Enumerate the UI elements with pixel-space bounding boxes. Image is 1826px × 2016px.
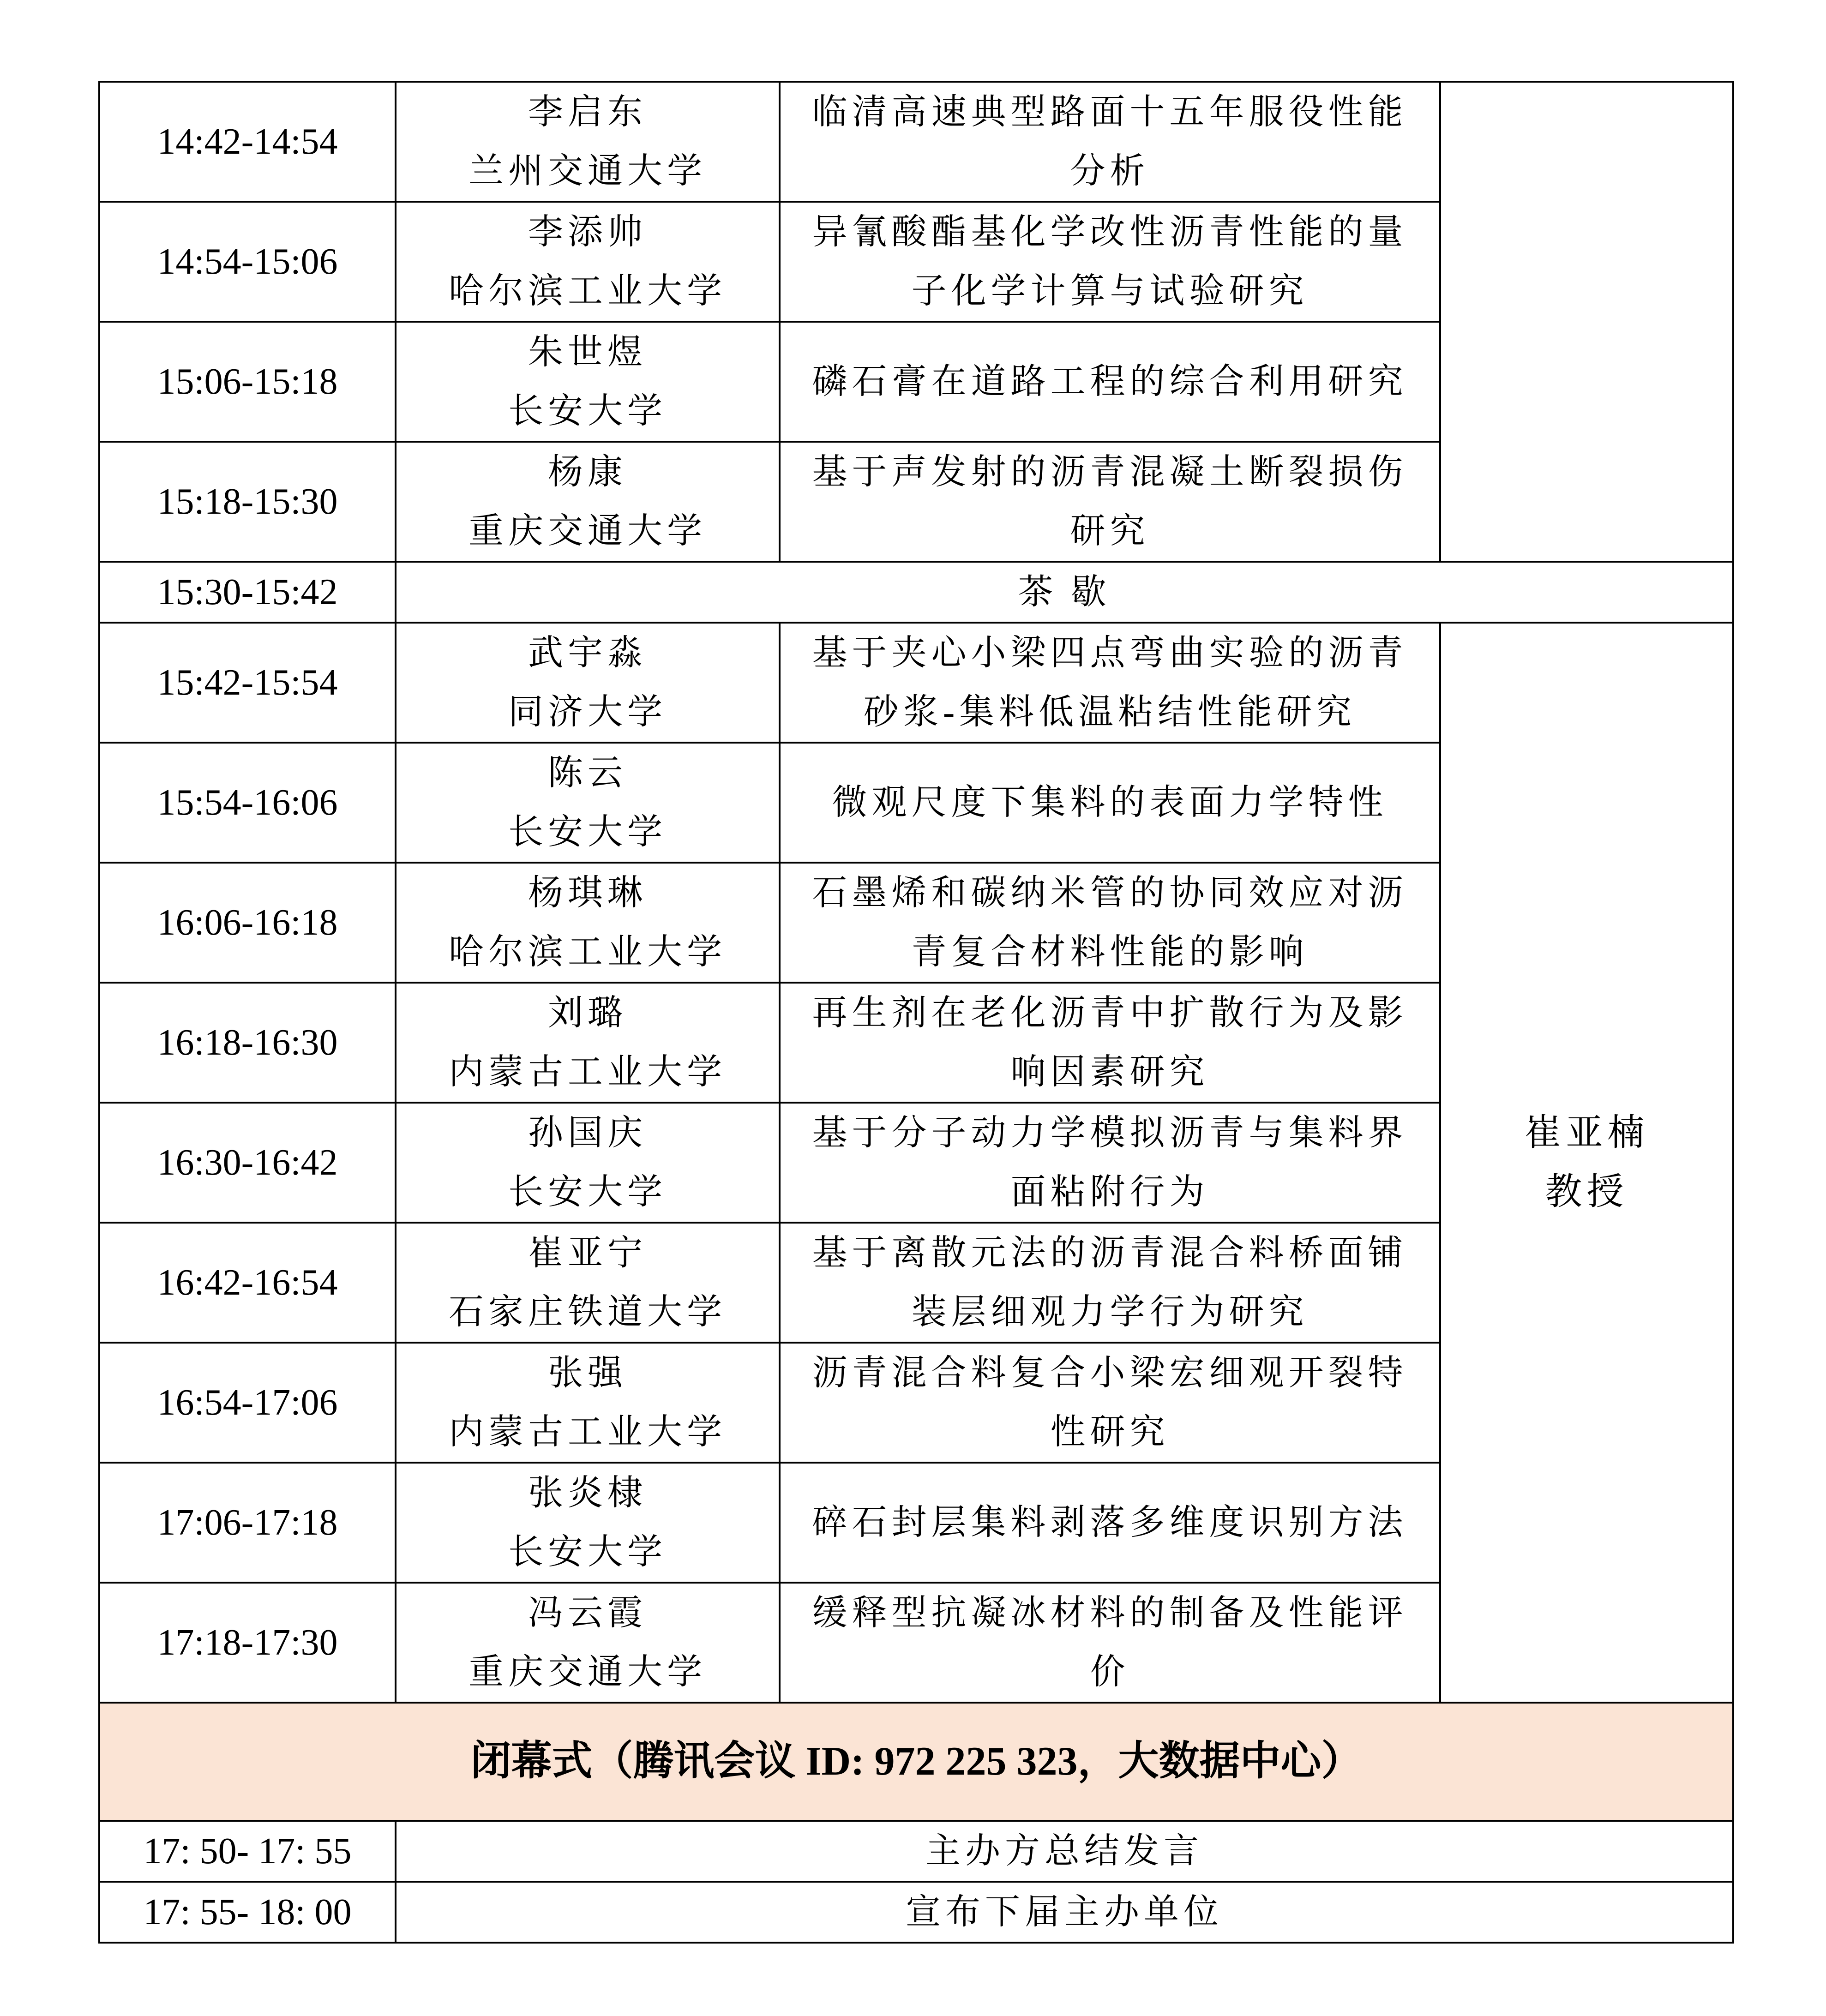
speaker-name: 武宇淼 [528,634,647,672]
talk-time: 14:42-14:54 [99,82,396,202]
closing-item: 主办方总结发言 [396,1821,1733,1882]
speaker-cell [396,743,780,863]
speaker-cell [396,1223,780,1343]
speaker-cell [396,863,780,983]
talk-topic: 再生剂在老化沥青中扩散行为及影响因素研究 [780,983,1440,1103]
speaker-cell [396,82,780,202]
talk-topic: 微观尺度下集料的表面力学特性 [780,743,1440,863]
chair-cell-empty [1440,82,1733,562]
speaker-affiliation: 石家庄铁道大学 [449,1293,727,1332]
closing-item: 宣布下届主办单位 [396,1882,1733,1943]
speaker-cell [396,1103,780,1223]
speaker-affiliation: 内蒙古工业大学 [449,1413,727,1452]
speaker-name: 杨琪琳 [528,874,647,912]
talk-time: 16:30-16:42 [99,1103,396,1223]
speaker-cell [396,983,780,1103]
talk-time: 14:54-15:06 [99,202,396,322]
speaker-affiliation: 长安大学 [508,1173,667,1212]
speaker-cell [396,322,780,442]
talk-topic: 临清高速典型路面十五年服役性能分析 [780,82,1440,202]
talk-time: 15:18-15:30 [99,442,396,562]
talk-topic: 基于声发射的沥青混凝土断裂损伤研究 [780,442,1440,562]
schedule-body [99,82,1733,1943]
talk-time: 16:06-16:18 [99,863,396,983]
speaker-name: 李启东 [528,93,647,132]
speaker-name: 张强 [548,1354,627,1392]
table-row [99,623,1733,743]
speaker-name: 孙国庆 [528,1114,647,1152]
speaker-affiliation: 重庆交通大学 [469,512,707,551]
talk-topic: 沥青混合料复合小梁宏细观开裂特性研究 [780,1343,1440,1463]
talk-time: 16:18-16:30 [99,983,396,1103]
speaker-name: 冯云霞 [528,1594,647,1632]
closing-row [99,1882,1733,1943]
talk-time: 15:42-15:54 [99,623,396,743]
table-row [99,82,1733,202]
speaker-name: 刘璐 [548,994,627,1032]
speaker-affiliation: 长安大学 [508,392,667,431]
speaker-affiliation: 哈尔滨工业大学 [449,933,727,972]
speaker-affiliation: 长安大学 [508,1533,667,1572]
speaker-name: 陈云 [548,754,627,792]
speaker-affiliation: 兰州交通大学 [469,152,707,191]
chair-title: 教授 [1545,1172,1628,1212]
closing-header-row [99,1703,1733,1821]
speaker-name: 李添帅 [528,213,647,252]
speaker-name: 张炎棣 [528,1474,647,1512]
closing-title: 闭幕式（腾讯会议 ID: 972 225 323，大数据中心） [99,1703,1733,1821]
chair-cell [1440,623,1733,1703]
closing-time: 17: 50- 17: 55 [99,1821,396,1882]
schedule-table [98,81,1734,1944]
closing-time: 17: 55- 18: 00 [99,1882,396,1943]
chair-name: 崔亚楠 [1524,1113,1649,1153]
speaker-affiliation: 哈尔滨工业大学 [449,272,727,311]
talk-topic: 石墨烯和碳纳米管的协同效应对沥青复合材料性能的影响 [780,863,1440,983]
speaker-affiliation: 重庆交通大学 [469,1653,707,1692]
closing-row [99,1821,1733,1882]
talk-topic: 基于分子动力学模拟沥青与集料界面粘附行为 [780,1103,1440,1223]
talk-topic: 碎石封层集料剥落多维度识别方法 [780,1463,1440,1583]
speaker-cell [396,1343,780,1463]
talk-topic: 基于夹心小梁四点弯曲实验的沥青砂浆-集料低温粘结性能研究 [780,623,1440,743]
speaker-affiliation: 同济大学 [508,693,667,732]
speaker-cell [396,623,780,743]
speaker-name: 杨康 [548,453,627,492]
speaker-name: 崔亚宁 [528,1234,647,1272]
talk-time: 15:54-16:06 [99,743,396,863]
speaker-cell [396,1463,780,1583]
talk-topic: 磷石膏在道路工程的综合利用研究 [780,322,1440,442]
talk-topic: 基于离散元法的沥青混合料桥面铺装层细观力学行为研究 [780,1223,1440,1343]
speaker-cell [396,202,780,322]
break-time: 15:30-15:42 [99,562,396,623]
speaker-name: 朱世煜 [528,333,647,372]
talk-time: 17:18-17:30 [99,1583,396,1703]
speaker-affiliation: 长安大学 [508,813,667,852]
talk-time: 17:06-17:18 [99,1463,396,1583]
speaker-affiliation: 内蒙古工业大学 [449,1053,727,1092]
talk-time: 15:06-15:18 [99,322,396,442]
speaker-cell [396,442,780,562]
break-row [99,562,1733,623]
talk-time: 16:42-16:54 [99,1223,396,1343]
break-label: 茶 歇 [396,562,1733,623]
talk-topic: 缓释型抗凝冰材料的制备及性能评价 [780,1583,1440,1703]
talk-topic: 异氰酸酯基化学改性沥青性能的量子化学计算与试验研究 [780,202,1440,322]
talk-time: 16:54-17:06 [99,1343,396,1463]
speaker-cell [396,1583,780,1703]
